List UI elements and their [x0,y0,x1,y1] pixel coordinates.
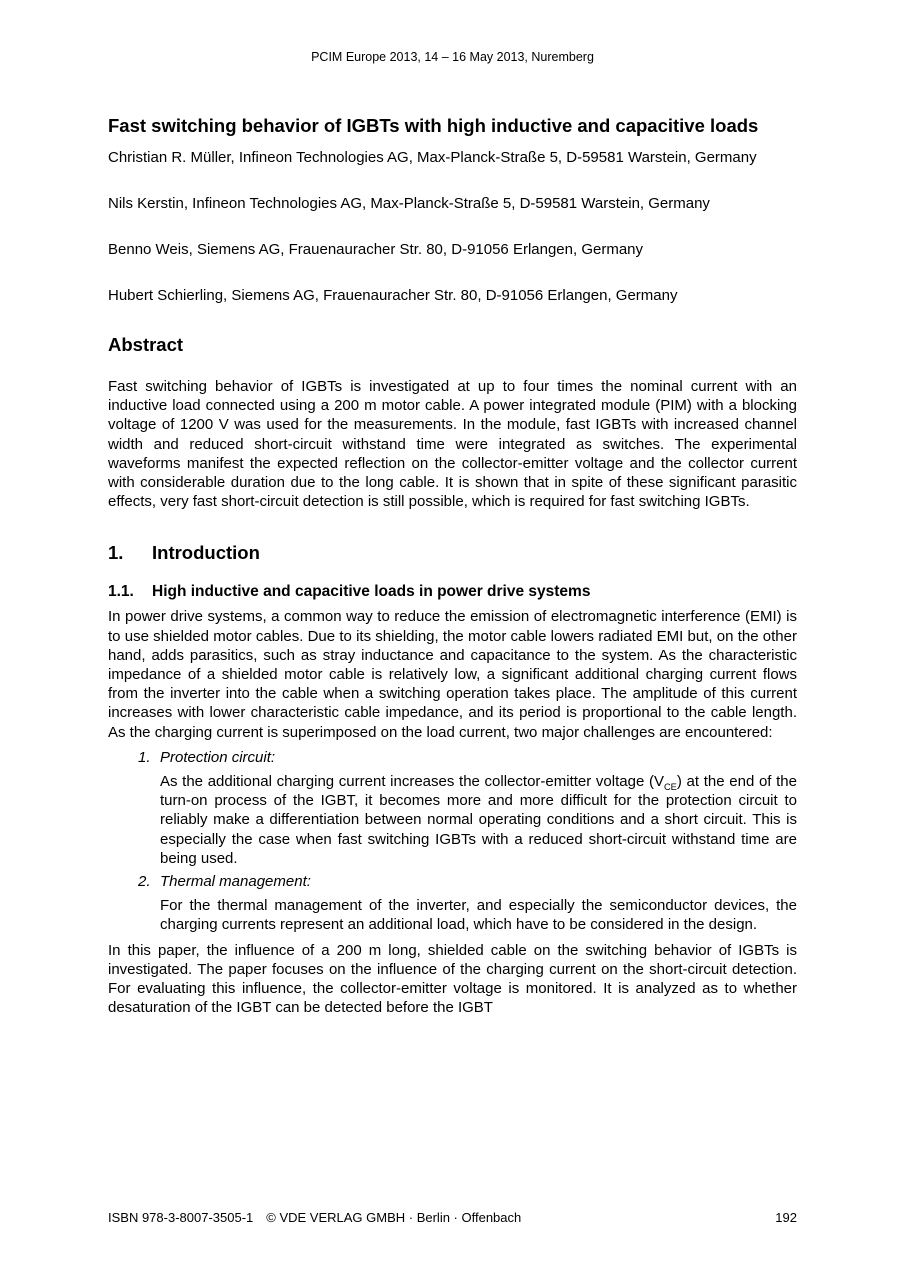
section-title: Introduction [152,542,260,564]
page-number: 192 [775,1210,797,1225]
paper-title: Fast switching behavior of IGBTs with high inductive and capacitive loads [108,115,759,136]
list-item-number: 1. [138,748,151,766]
abstract-paragraph: Fast switching behavior of IGBTs is investigated at up to four times the nominal current with an inductive load connected using a 200 m motor cable. A power integrated module (PIM) with a blocking voltage of 1200 V was used for the measurements. In the module, fast IGBTs with increased channel width and reduced short-circuit withstand time were integrated as switches. The experimental waveforms manifest the expected reflection on the collector-emitter voltage and the collector current with considerable duration due to the long cable. It is shown that in spite of these significant parasitic effects, very fast short-circuit detection is still possible, which is required for fast switching IGBTs. [108,378,797,511]
list-item [108,872,797,935]
challenges-list [108,748,797,935]
list-item-body [160,896,797,934]
section-number: 1. [108,542,124,564]
subscript-vce: CE [663,782,677,793]
page-content [108,112,797,1017]
page-footer [108,1210,797,1226]
isbn-text: ISBN 978-3-8007-3505-1 [108,1210,254,1225]
list-item-heading [108,748,797,767]
list-item [108,748,797,868]
publisher-text: © VDE VERLAG GMBH · Berlin · Offenbach [266,1210,522,1225]
author-line: Nils Kerstin, Infineon Technologies AG, Max-Planck-Straße 5, D-59581 Warstein, Germany [108,195,710,212]
author-line: Benno Weis, Siemens AG, Frauenauracher Str. 80, D-91056 Erlangen, Germany [108,241,644,258]
list-item-text: As the additional charging current increases the collector-emitter voltage (V [160,773,664,791]
author-block [108,147,797,307]
list-item-heading [108,872,797,891]
list-item-text: For the thermal management of the inverter, and especially the semiconductor devices, the charging currents represent an additional load, which have to be considered in the design. [160,897,797,934]
running-head: PCIM Europe 2013, 14 – 16 May 2013, Nuremberg [311,50,594,64]
list-item-label: Thermal management: [160,873,311,891]
list-item-body [160,772,797,868]
list-item-number: 2. [138,873,151,891]
subsection-title: High inductive and capacitive loads in power drive systems [152,583,591,601]
footer-publisher-info [108,1210,521,1226]
section-1-1-heading [108,582,797,601]
list-item-text: ) at the end of the turn-on process of the IGBT, it becomes more and more difficult for the protection circuit to reliably make a differentiation between normal operating conditions and a short circuit. This is especially the case when fast switching IGBTs with a reduced short-circuit withstand time are being used. [160,773,797,867]
intro-paragraph: In power drive systems, a common way to reduce the emission of electromagnetic interference (EMI) is to use shielded motor cables. Due to its shielding, the motor cable lowers radiated EMI but, on the other hand, adds parasitics, such as stray inductance and capacitance to the system. As the characteristic impedance of a shielded motor cable is relatively low, a significant additional charging current flows from the inverter into the cable when a switching operation takes place. The amplitude of this current increases with lower characteristic cable impedance, and its period is proportional to the cable length. As the charging current is superimposed on the load current, two major challenges are encountered: [108,608,797,741]
subsection-number: 1.1. [108,583,134,601]
abstract-heading: Abstract [108,334,184,355]
closing-paragraph: In this paper, the influence of a 200 m long, shielded cable on the switching behavior of IGBTs is investigated. The paper focuses on the influence of the charging current on the short-circuit detection. For evaluating this influence, the collector-emitter voltage is monitored. It is analyzed as to whether desaturation of the IGBT can be detected before the IGBT [108,941,797,1017]
author-line: Hubert Schierling, Siemens AG, Frauenauracher Str. 80, D-91056 Erlangen, Germany [108,287,678,304]
author-line: Christian R. Müller, Infineon Technologies AG, Max-Planck-Straße 5, D-59581 Warstein, Germany [108,149,757,166]
list-item-label: Protection circuit: [160,748,276,766]
section-1-heading [108,542,797,564]
